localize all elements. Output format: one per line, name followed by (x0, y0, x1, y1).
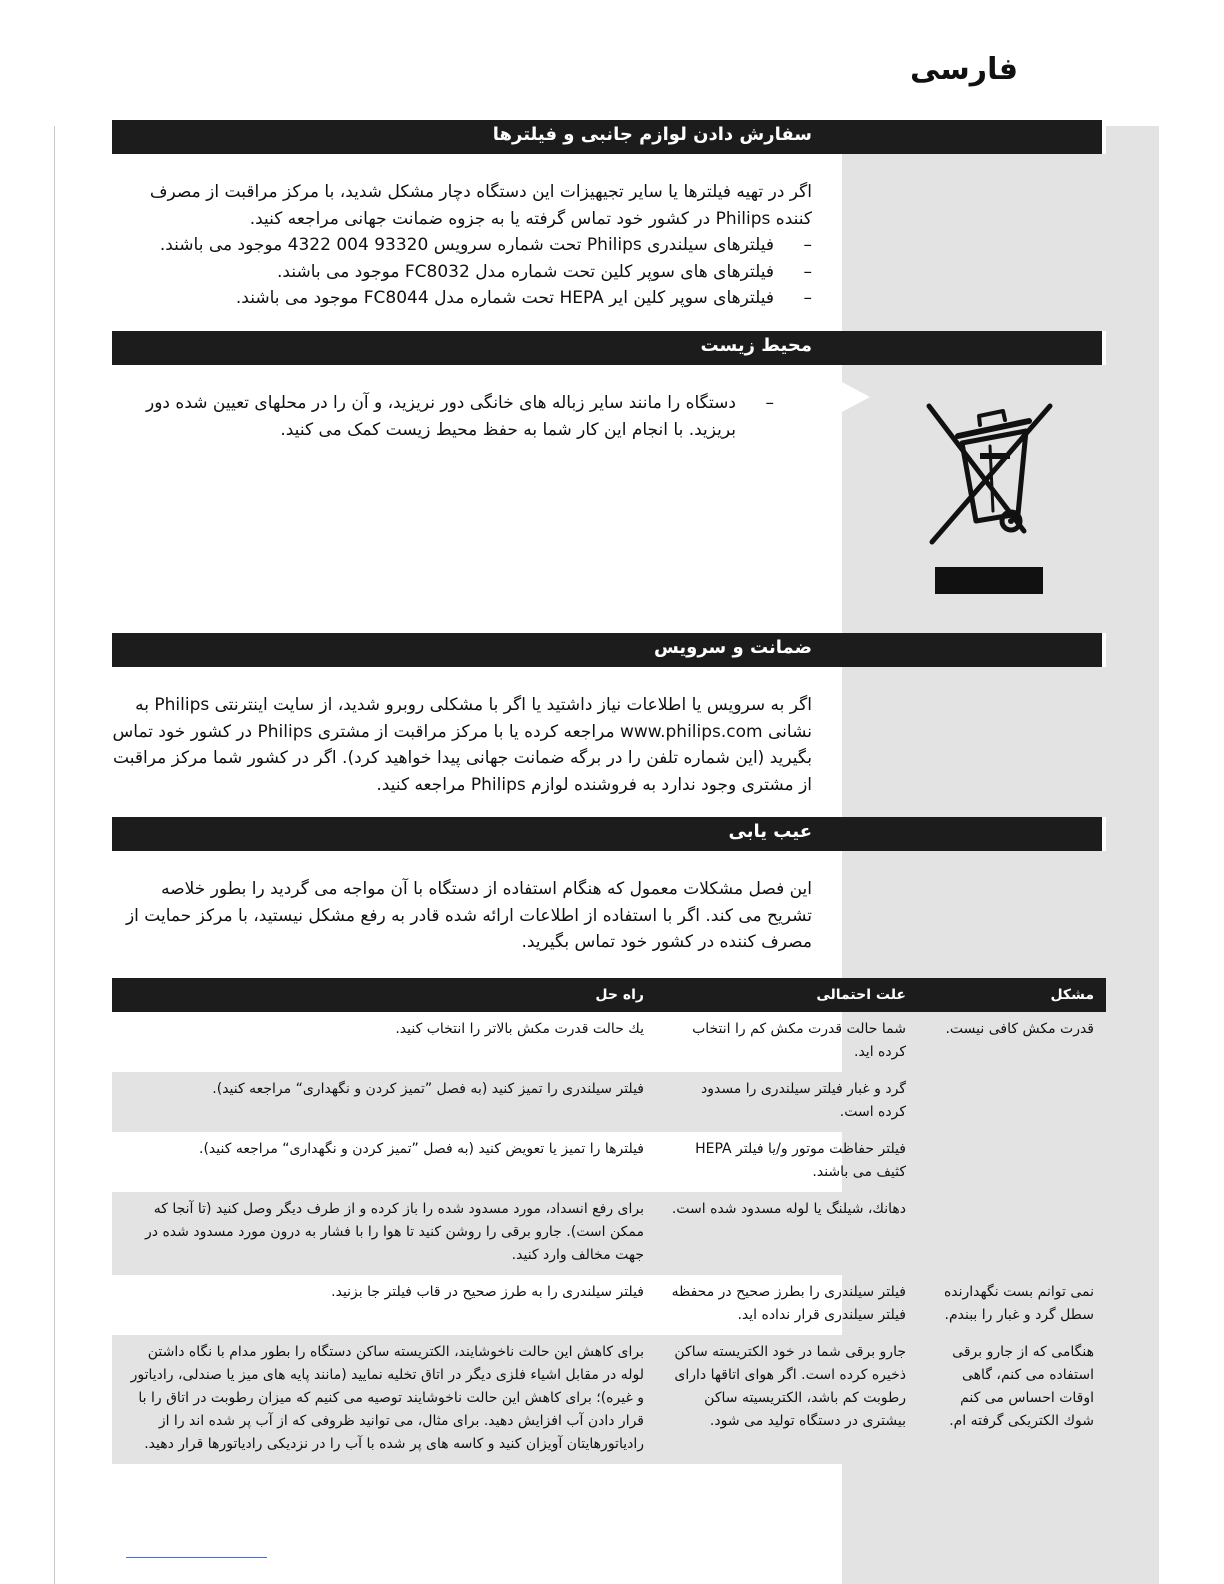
footnote-rule (126, 1557, 267, 1558)
table-header-row (112, 978, 1106, 1012)
cell-problem: نمی توانم بست نگهدارنده سطل گرد و غبار را ببندم. (943, 1284, 1094, 1323)
weee-crossed-bin-icon (872, 381, 1103, 613)
section-title-environment: محیط زیست (112, 331, 1102, 365)
cell-cause: گرد و غبار فیلتر سیلندری را مسدود کرده است. (656, 1072, 918, 1132)
guarantee-text: اگر به سرویس یا اطلاعات نیاز داشتید یا اگر با مشکلی روبرو شدید، از سایت اینترنتی Philips به نشانی www.philips.com مراجعه کرده یا با مرکز مراقبت از مشتری Philips در کشور خود تماس بگیرید (این شماره تلفن را در برگه ضمانت جهانی پیدا خواهید کرد). اگر در کشور شما مرکز مراقبت از مشتری وجود ندارد به فروشنده لوازم Philips مراجعه کنید. (112, 695, 812, 795)
environment-item: – دستگاه را مانند سایر زباله های خانگی دور نریزید، و آن را در محلهای تعیین شده دور بریزید. با انجام این کار شما به حفظ محیط زیست کمک می کنید. (112, 390, 774, 443)
ordering-section-body (112, 179, 812, 312)
ordering-item: – فیلترهای سیلندری Philips تحت شماره سرویس 93320 004 4322 موجود می باشند. (112, 232, 812, 259)
table-row (112, 1072, 1106, 1132)
section-title-ordering: سفارش دادن لوازم جانبی و فیلترها (112, 120, 1102, 154)
header-problem: مشکل (918, 978, 1106, 1012)
cell-cause: دهانك، شیلنگ یا لوله مسدود شده است. (656, 1192, 918, 1275)
cell-cause: جارو برقی شما در خود الکتریسته ساکن ذخیره کرده است. اگر هوای اتاقها دارای رطوبت کم باشد، الکتریسیته ساکن بیشتری در دستگاه تولید می شود. (656, 1335, 918, 1464)
cell-problem: قدرت مکش کافی نیست. (945, 1021, 1094, 1037)
environment-section-body (112, 390, 774, 443)
table-row (112, 1275, 1106, 1335)
header-cause: علت احتمالی (656, 978, 918, 1012)
page-language-title: فارسی (909, 52, 1018, 87)
ordering-item: – فیلترهای های سوپر کلین تحت شماره مدل FC8032 موجود می باشند. (112, 259, 812, 286)
cell-problem: هنگامی که از جارو برقی استفاده می کنم، گاهی اوقات احساس می کنم شوك الکتریکی گرفته ام. (918, 1335, 1106, 1464)
cell-cause: فیلتر حفاظت موتور و/یا فیلتر HEPA کثیف می باشند. (695, 1141, 906, 1180)
troubleshooting-table (112, 978, 1106, 1464)
cell-problem (918, 1072, 1106, 1132)
table-row (112, 1335, 1106, 1464)
table-row (112, 1132, 1106, 1192)
ordering-item: – فیلترهای سوپر کلین ایر HEPA تحت شماره مدل FC8044 موجود می باشند. (112, 285, 812, 312)
cell-solution: فیلترها را تمیز یا تعویض کنید (به فصل ”تمیز کردن و نگهداری“ مراجعه کنید). (199, 1141, 644, 1157)
cell-solution: فیلتر سیلندری را به طرز صحیح در قاب فیلتر جا بزنید. (331, 1284, 644, 1300)
weee-image-panel (872, 381, 1103, 613)
table-row (112, 1192, 1106, 1275)
left-margin-rule (54, 126, 55, 1584)
troubleshooting-section-body (112, 876, 812, 956)
guarantee-section-body (112, 692, 812, 798)
cell-problem (918, 1132, 1106, 1192)
header-solution: راه حل (112, 978, 656, 1012)
troubleshooting-intro: این فصل مشکلات معمول که هنگام استفاده از دستگاه با آن مواجه می گردید را بطور خلاصه تشریح می کند. اگر با استفاده از اطلاعات ارائه شده قادر به رفع مشکل نیستید، با مرکز حمایت از مصرف کننده در کشور خود تماس بگیرید. (125, 879, 812, 952)
ordering-list (112, 232, 812, 312)
ordering-intro: اگر در تهیه فیلترها یا سایر تجیهیزات این دستگاه دچار مشکل شدید، با مرکز مراقبت از مصرف کننده Philips در کشور خود تماس گرفته یا به جزوه ضمانت جهانی مراجعه کنید. (149, 182, 812, 229)
cell-solution: برای کاهش این حالت ناخوشایند، الکتریسته ساکن دستگاه را بطور مدام با نگاه داشتن لوله در مقابل اشیاء فلزی دیگر در اتاق تخلیه نمایید (مانند پایه های میز یا صندلی، رادیاتور و غیره)؛ برای کاهش این حالت ناخوشایند توصیه می کنیم که میزان رطوبت در اتاق را با قرار دادن آب افزایش دهید. برای مثال، می توانید ظروفی که از آب پر شده اند را از رادیاتورهایتان آویزان کنید و کاسه های پر شده با آب را در نزدیکی رادیاتورها قرار دهید. (112, 1335, 656, 1464)
cell-solution: یك حالت قدرت مکش بالاتر را انتخاب کنید. (395, 1021, 644, 1037)
cell-solution: برای رفع انسداد، مورد مسدود شده را باز کرده و از طرف دیگر وصل کنید (تا آنجا که ممکن است). جارو برقی را روشن کنید تا هوا را با فشار به درون مورد مسدود شده در جهت مخالف وارد کنید. (112, 1192, 656, 1275)
image-callout-pointer (840, 381, 870, 413)
environment-list (112, 390, 774, 443)
cell-cause: فیلتر سیلندری را بطرز صحیح در محفظه فیلتر سیلندری قرار نداده اید. (671, 1284, 906, 1323)
cell-cause: شما حالت قدرت مکش کم را انتخاب کرده اید. (692, 1021, 906, 1060)
section-title-troubleshooting: عیب یابی (112, 817, 1102, 851)
section-title-guarantee: ضمانت و سرویس (112, 633, 1102, 667)
cell-solution: فیلتر سیلندری را تمیز کنید (به فصل ”تمیز کردن و نگهداری“ مراجعه کنید). (112, 1072, 656, 1132)
table-row (112, 1012, 1106, 1072)
cell-problem (918, 1192, 1106, 1275)
